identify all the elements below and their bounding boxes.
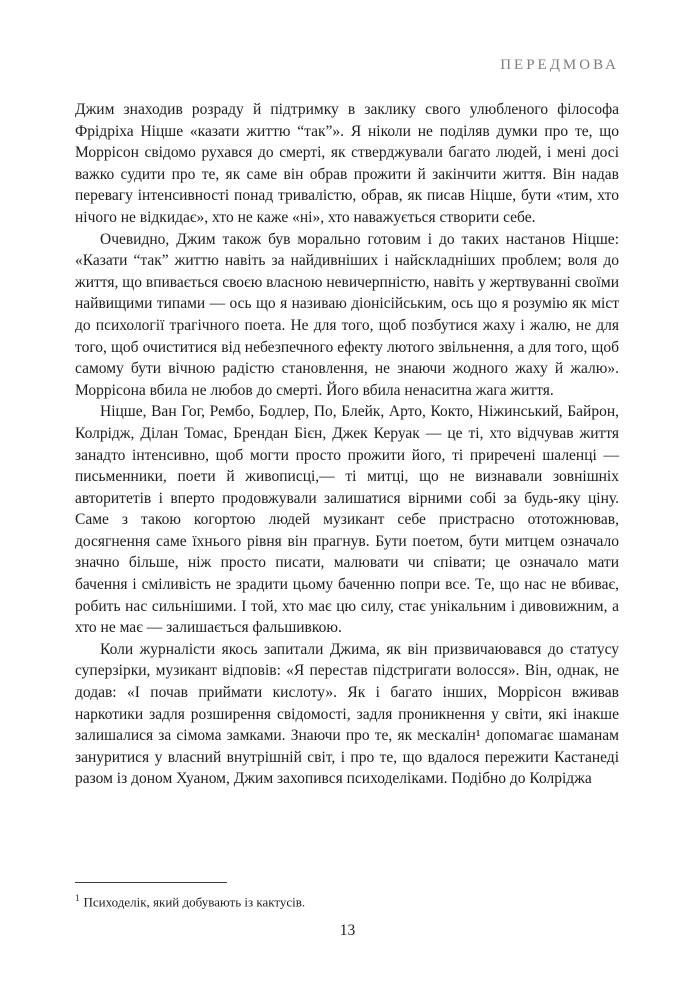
footnote <box>75 882 619 910</box>
body-paragraph: Очевидно, Джим також був морально готовим і до таких настанов Ніцше: «Казати “так” життю навіть за найдивніших і найскладніших проблем; воля до життя, що впивається своєю власною невичерпністю, навіть у жертвуванні своїми найвищими типами — ось що я називаю діонісійським, ось що я розумію як міст до психології трагічного поета. Не для того, щоб позбутися жаху і жалю, не для того, щоб очиститися від небезпечного ефекту лютого звільнення, а для того, щоб самому бути вічною радістю становлення, не знаючи жодного жаху й жалю». Моррісона вбила не любов до смерті. Його вбила ненаситна жага життя. <box>75 230 619 399</box>
footnote-text: Психоделік, який добувають із кактусів. <box>83 894 306 910</box>
page-body <box>75 99 619 790</box>
footnote-marker: 1 <box>75 893 80 903</box>
page-number: 13 <box>339 922 356 939</box>
body-paragraph: Ніцше, Ван Гог, Рембо, Бодлер, По, Блейк, Арто, Кокто, Ніжинський, Байрон, Колрідж, Ділан Томас, Брендан Бієн, Джек Керуак — це ті, хто відчував життя занадто інтенсивно, щоб могти просто прожити його, ті приречені шаленці — письменники, поети й живописці,— ті митці, що не визнавали зовнішніх авторитетів і вперто продовжували залишатися вірними собі за будь-яку ціну. Саме з такою когортою людей музикант себе пристрасно ототожнював, досягнення саме їхнього рівня він прагнув. Бути поетом, бути митцем означало значно більше, ніж просто писати, малювати чи співати; це означало мати бачення і сміливість не зрадити цьому баченню попри все. Те, що нас не вбиває, робить нас сильнішими. І той, хто має цю силу, стає унікальним і дивовижним, а хто не має — залишається фальшивкою. <box>75 403 619 637</box>
footnote-divider <box>75 882 227 883</box>
body-paragraph: Коли журналісти якось запитали Джима, як він призвичаювався до статусу суперзірки, музикант відповів: «Я перестав підстригати волосся». Він, однак, не додав: «І почав приймати кислоту». Як і багато інших, Моррісон вживав наркотики задля розширення свідомості, задля проникнення у світи, які інакше залишалися за сімома замками. Знаючи про те, як мескалін¹ допомагає шаманам зануритися у власний внутрішній світ, і про те, що вдалося пережити Кастанеді разом із доном Хуаном, Джим захопився психоделіками. Подібно до Колріджа <box>75 640 619 788</box>
body-paragraph: Джим знаходив розраду й підтримку в заклику свого улюбленого філософа Фрідріха Ніцше «казати життю “так”». Я ніколи не поділяв думки про те, що Моррісон свідомо рухався до смерті, як стверджували багато людей, і мені досі важко судити про те, як саме він обрав прожити й закінчити життя. Він надав перевагу інтенсивності понад тривалістю, обрав, як писав Ніцше, бути «тим, хто нічого не відкидає», хто не каже «ні», хто наважується створити себе. <box>75 101 619 226</box>
footnote-text-line <box>75 890 619 910</box>
running-head: ПЕРЕДМОВА <box>500 57 619 73</box>
